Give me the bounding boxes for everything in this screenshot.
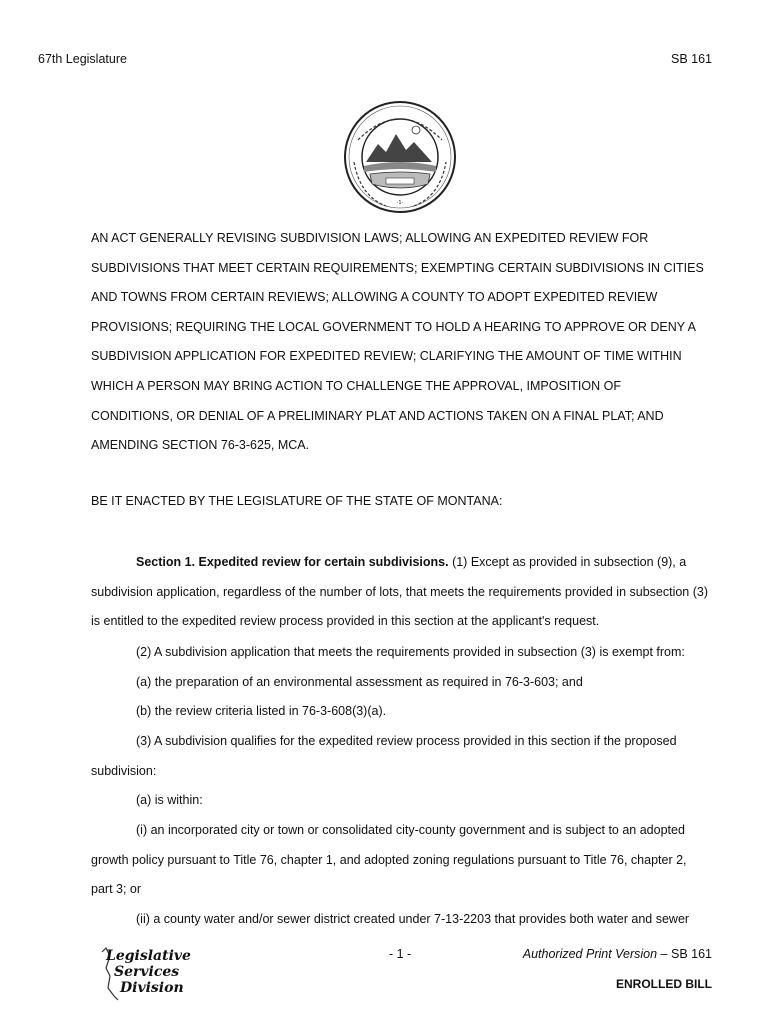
- title-line: PROVISIONS; REQUIRING THE LOCAL GOVERNMENT TO HOLD A HEARING TO APPROVE OR DENY A: [91, 319, 697, 334]
- authorized-label: Authorized Print Version –: [522, 947, 668, 961]
- subsection-3a: (a) is within:: [136, 793, 203, 807]
- body-line: subdivision application, regardless of the number of lots, that meets the requirements provided in subsection (3): [91, 585, 708, 599]
- subsection-2: (2) A subdivision application that meets the requirements provided in subsection (3) is exempt from:: [136, 645, 685, 659]
- subsection-2b: (b) the review criteria listed in 76-3-608(3)(a).: [136, 704, 387, 718]
- body-line: part 3; or: [91, 882, 142, 896]
- page-number: - 1 -: [389, 947, 412, 961]
- subsection-3a-ii: (ii) a county water and/or sewer district created under 7-13-2203 that provides both water and sewer: [136, 912, 690, 926]
- authorized-print-version: [523, 947, 712, 961]
- subsection-3a-i: (i) an incorporated city or town or consolidated city-county government and is subject to an adopted: [136, 823, 685, 837]
- section-1-text: (1) Except as provided in subsection (9), a: [448, 555, 687, 569]
- logo-line: Legislative: [106, 948, 191, 964]
- body-line: subdivision:: [91, 764, 157, 778]
- enacting-clause: BE IT ENACTED BY THE LEGISLATURE OF THE STATE OF MONTANA:: [91, 494, 503, 508]
- lsd-logo: [96, 946, 191, 1002]
- logo-line: Division: [120, 980, 184, 996]
- authorized-bill: SB 161: [667, 947, 712, 961]
- subsection-2a: (a) the preparation of an environmental assessment as required in 76-3-603; and: [136, 675, 583, 689]
- title-line: SUBDIVISIONS THAT MEET CERTAIN REQUIREMENTS; EXEMPTING CERTAIN SUBDIVISIONS IN CITIES: [91, 260, 704, 275]
- svg-text:·1·: ·1·: [396, 200, 404, 206]
- title-line: AND TOWNS FROM CERTAIN REVIEWS; ALLOWING A COUNTY TO ADOPT EXPEDITED REVIEW: [91, 290, 658, 305]
- section-1-heading: Section 1. Expedited review for certain subdivisions.: [136, 555, 449, 569]
- title-line: CONDITIONS, OR DENIAL OF A PRELIMINARY PLAT AND ACTIONS TAKEN ON A FINAL PLAT; AND: [91, 408, 664, 423]
- enrolled-bill-label: ENROLLED BILL: [616, 977, 712, 991]
- title-line: AMENDING SECTION 76-3-625, MCA.: [91, 438, 310, 453]
- title-line: WHICH A PERSON MAY BRING ACTION TO CHALLENGE THE APPROVAL, IMPOSITION OF: [91, 378, 621, 393]
- title-line: AN ACT GENERALLY REVISING SUBDIVISION LAWS; ALLOWING AN EXPEDITED REVIEW FOR: [91, 231, 649, 245]
- legislature-label: 67th Legislature: [38, 52, 127, 66]
- title-line: SUBDIVISION APPLICATION FOR EXPEDITED REVIEW; CLARIFYING THE AMOUNT OF TIME WITHIN: [91, 349, 682, 364]
- state-seal-icon: [340, 100, 460, 214]
- subsection-3: (3) A subdivision qualifies for the expedited review process provided in this section if the proposed: [136, 734, 677, 748]
- bill-number: SB 161: [670, 52, 712, 66]
- body-line: is entitled to the expedited review process provided in this section at the applicant's request.: [91, 614, 600, 628]
- bill-title: [91, 224, 731, 461]
- body-line: growth policy pursuant to Title 76, chapter 1, and adopted zoning regulations pursuant to Title 76, chapter 2,: [91, 853, 687, 867]
- section-1-first-line: [136, 555, 686, 569]
- logo-line: Services: [114, 964, 180, 980]
